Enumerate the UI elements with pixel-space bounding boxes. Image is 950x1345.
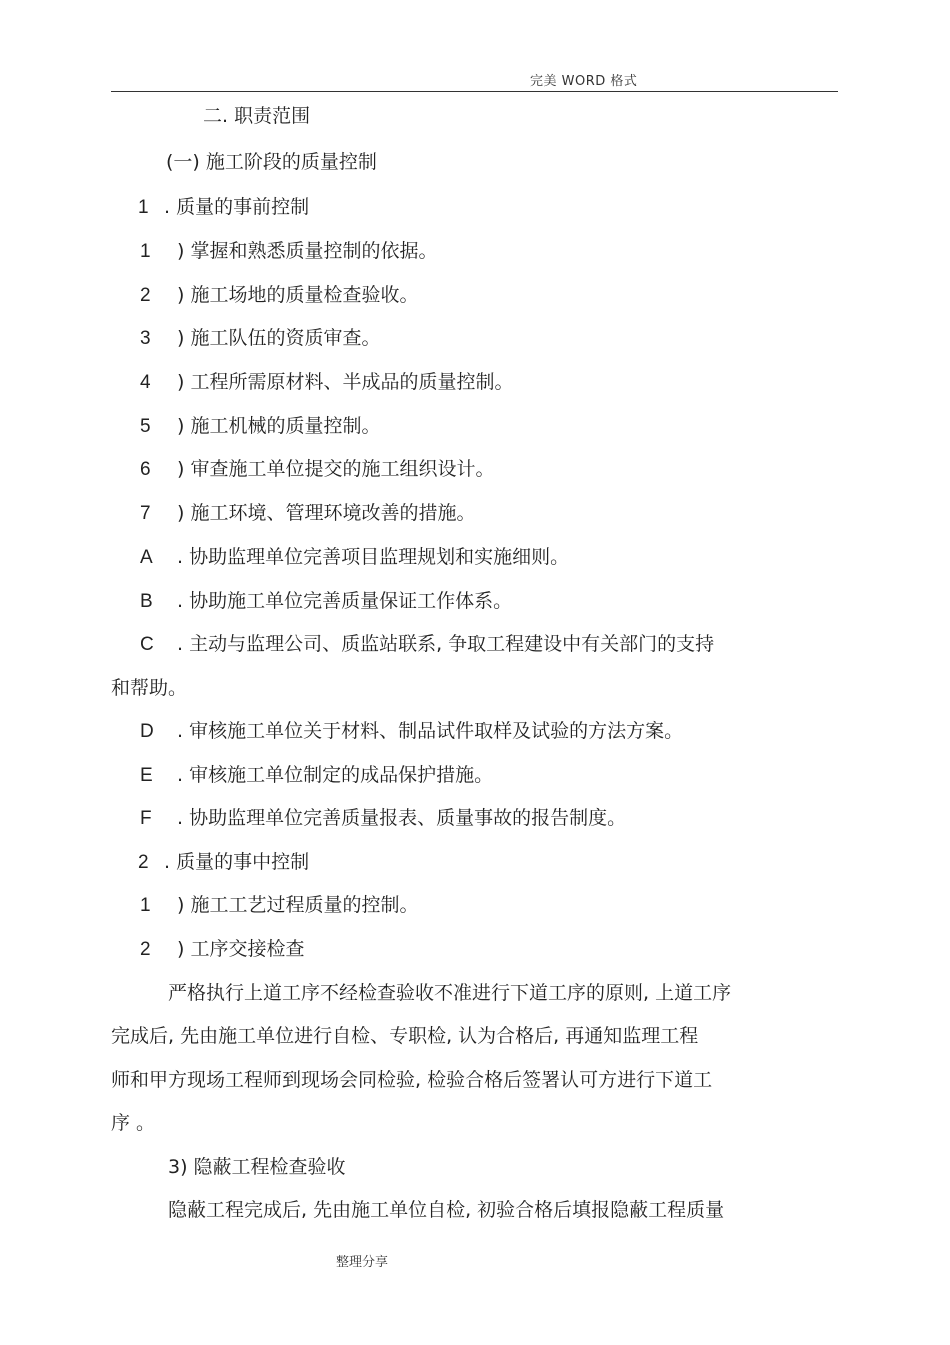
list-item: 1 ) 掌握和熟悉质量控制的依据。: [140, 240, 438, 262]
list-item: F . 协助监理单位完善质量报表、质量事故的报告制度。: [140, 807, 627, 829]
list-item: 1 ) 施工工艺过程质量的控制。: [140, 894, 419, 916]
list-item: E . 审核施工单位制定的成品保护措施。: [140, 764, 494, 786]
list-item: 7 ) 施工环境、管理环境改善的措施。: [140, 502, 476, 524]
page-footer: 整理分享: [336, 1255, 389, 1270]
list-heading: 3) 隐蔽工程检查验收: [168, 1156, 346, 1178]
list-heading: 2 . 质量的事中控制: [138, 851, 310, 873]
list-item: 2 ) 工序交接检查: [140, 938, 305, 960]
list-item: 3 ) 施工队伍的资质审查。: [140, 327, 381, 349]
paragraph-line: 完成后, 先由施工单位进行自检、专职检, 认为合格后, 再通知监理工程: [111, 1025, 699, 1047]
list-heading: 1 . 质量的事前控制: [138, 196, 310, 218]
list-item: 2 ) 施工场地的质量检查验收。: [140, 284, 419, 306]
list-item: C . 主动与监理公司、质监站联系, 争取工程建设中有关部门的支持: [140, 633, 715, 655]
section-heading: 二. 职责范围: [203, 105, 311, 127]
header-divider: [111, 91, 838, 92]
paragraph-line: 隐蔽工程完成后, 先由施工单位自检, 初验合格后填报隐蔽工程质量: [168, 1199, 725, 1221]
list-item: 4 ) 工程所需原材料、半成品的质量控制。: [140, 371, 514, 393]
list-item: 5 ) 施工机械的质量控制。: [140, 415, 381, 437]
list-item: D . 审核施工单位关于材料、制品试件取样及试验的方法方案。: [140, 720, 684, 742]
list-item: A . 协助监理单位完善项目监理规划和实施细则。: [140, 546, 570, 568]
list-item: 6 ) 审查施工单位提交的施工组织设计。: [140, 458, 495, 480]
paragraph-line: 严格执行上道工序不经检查验收不准进行下道工序的原则, 上道工序: [168, 982, 732, 1004]
list-item: B . 协助施工单位完善质量保证工作体系。: [140, 590, 513, 612]
paragraph-continuation: 和帮助。: [111, 677, 188, 699]
page-header: 完美 WORD 格式: [530, 74, 638, 89]
paragraph-line: 序 。: [111, 1112, 156, 1134]
paragraph-line: 师和甲方现场工程师到现场会同检验, 检验合格后签署认可方进行下道工: [111, 1069, 713, 1091]
subsection-heading: (一) 施工阶段的质量控制: [166, 151, 377, 173]
